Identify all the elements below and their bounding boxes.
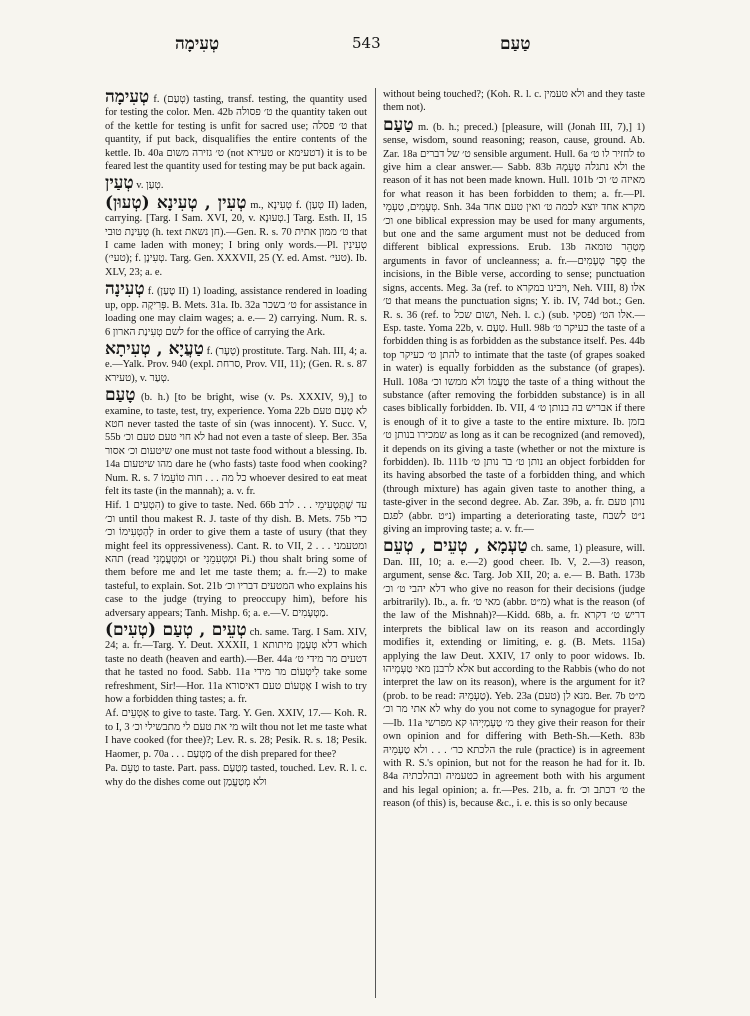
dictionary-entry bbox=[105, 194, 367, 279]
entry-headword: טָעַם bbox=[105, 385, 136, 406]
dictionary-entry bbox=[105, 621, 367, 706]
entry-text: Af. אַטְעֵים to give to taste. Targ. Y. Gen. XXIV, 17.— Koh. R. to I, 3 מי את טעם לי מתבשילי וכ׳ wilt thou not let me taste what I have cooked (for thee)?; Lev. R. s. 28; Pesik. R. s. 18; Pesik. Haomer, p. 70a . . . מַטְעַם of the dish prepared for thee? bbox=[105, 708, 367, 760]
running-head-right: טַעַם bbox=[500, 34, 531, 54]
dictionary-entry bbox=[383, 116, 645, 537]
entry-text: f. (טְעָר) prostitute. Targ. Nah. III, 4; a. e.—Yalk. Prov. 940 (expl. סרחת, Prov. VII, 11); (Gen. R. s. 87 טעירא), v. טְעַר. bbox=[105, 345, 367, 384]
dictionary-entry bbox=[105, 88, 367, 173]
right-column bbox=[383, 88, 645, 1000]
entry-text: (b. h.) [to be bright, wise (v. Ps. XXXIV, 9),] to examine, to taste, test, try, experience. Yoma 22b לא טָעַם טעם חטא never tasted the taste of sin (was innocent). Y. Succ. V, 55b לא חוי טעם טעם וכ׳ had not even a taste of sleep. Ber. 35a שיטעום וכ׳ אסור one must not taste food without a blessing. Ib. 14a מהו שיטעום dare he (who fasts) taste food when cooking? Num. R. s. 7 כל מה . . . חוה טוֹעֵמוֹ whoever desired to eat meat felt its taste (in the mannah); a. v. fr. bbox=[105, 392, 367, 497]
dictionary-entry bbox=[105, 340, 367, 385]
entry-text: f. (טְעַם) tasting, transf. testing, the quantity used for testing the color. Men. 42b ט׳ פסולה the quantity taken out of the kettle for testing is unfit for sacred use; ט׳ פסלה that quantity, if put back, disqualifies the entire contents of the kettle. Ib. 40a ט׳ גזירה משום (not טעירא or דטעימא) it is to be feared lest the quantity used for testing may be put back again. bbox=[105, 94, 367, 173]
dictionary-entry bbox=[105, 762, 367, 789]
entry-text: without being touched?; (Koh. R. l. c. ולא טעמין and they taste them not). bbox=[383, 89, 645, 114]
dictionary-entry bbox=[105, 499, 367, 620]
entry-text: v. טְעַן. bbox=[136, 180, 164, 192]
entry-headword: טְעִימָה bbox=[105, 88, 150, 107]
entry-headword: (טְעוּן) טְעִין , טְעִינָא bbox=[105, 192, 247, 213]
entry-headword: טְעִינָה bbox=[105, 279, 145, 300]
column-divider bbox=[375, 88, 376, 998]
entry-text: Pa. טַעֵם to taste. Part. pass. מְטַעַם tasted, touched. Lev. R. l. c. why do the dishes come out ולא מְטַעֲמַן bbox=[105, 763, 367, 788]
dictionary-entry bbox=[105, 174, 367, 192]
entry-headword: טַעֲיָא , טְעִיתָא bbox=[105, 338, 204, 359]
dictionary-entry bbox=[105, 280, 367, 339]
entry-text: m. (b. h.; preced.) [pleasure, will (Jonah III, 7),] 1) sense, wisdom, sound reasoning; reason, cause, ground. Ab. Zar. 18a ט׳ של דברים sensible argument. Hull. 6a לחזיר לו ט׳ to give him a clear answer.— Sabb. 83b ולא נתגלה טַעְמָהּ the reason of it has not been made known. Hull. 101b מאיזה ט׳ וכ׳ for what reason it has been forbidden to them; a. fr.—Pl. טְעָמִים, טַעְמֵי. Snh. 34a מקרא אחד יוצא לכמה ט׳ ואין טעם אחד וכ׳ one biblical expression may be used for many arguments, but one and the same argument must not be deduced from different biblical expressions. Erub. 13b מְטַהֵר טומאה arguments in favor of uncleanness; a. fr.—סֵפֶר טְעָמִים the incisions, in the Bible verse, according to sense; punctuation signs, accents. Meg. 3a (ref. to ויבינו במקרא, Neh. VIII, 8) אלו ט׳ that means the punctuation signs; Y. ib. IV, 74d bot.; Gen. R. s. 36 (ref. to ושום שכל, Neh. l. c.) (sub. פסקי) אלו הט׳.—Esp. taste. Yoma 22b, v. טָעַם. Hull. 98b כעיקר ט׳ the taste of a forbidden thing is as forbidden as the substance itself. Pes. 44b top להתן ט׳ כעיקר to intimate that the taste (of grapes soaked in water) is equally forbidden as the substance (of grapes). Hull. 108a טַעֲמוֹ ולא ממשו וכ׳ the taste of a thing without the substance (after removing the forbidden substance) is in all cases biblically forbidden. Ib. VII, 4 אבריש בה בנותן ט׳ if there is enough of it to give a taste to the entire mixture. Ib. בזמן שמכירו בנותן ט׳ as long as it can be recognized (and removed), it depends on its giving a taste (whether or not the mixture is forbidden). Ib. 111b נותן ט׳ בר נותן ט׳ an object forbidden for its having absorbed the taste of a forbidden thing, and which (through mixture) has again given taste to another thing, a taste-giver in the second degree. Ab. Zar. 39b, a. fr. נותן טעם לפגם (abbr. נ״ט) imparting a deteriorating taste, נ״ט לשבח giving an improving taste; a. v. fr.— bbox=[383, 121, 645, 535]
page-number: 543 bbox=[352, 34, 381, 52]
entry-text: f. (טָעַן II) 1) loading, assistance rendered in loading up, opp. פְּרִיקָה. B. Mets. 31a. Ib. 32a ט׳ בשכר for assistance in loading one may claim wages; a. e.— 2) carrying. Num. R. s. 6 לשם טְעִינַת הארון for the office of carrying the Ark. bbox=[105, 286, 367, 338]
running-head-left: טְעִימָה bbox=[175, 34, 220, 54]
entry-text: Hif. הִטְעִים 1) to give to taste. Ned. 66b עד שֶׁתַּטְעִימֵי . . . לרב וכ׳ until thou makest R. J. taste of thy dish. B. Mets. 75b כדי לְהַטְעִימוֹ וכ׳ in order to give them a taste of usury (that they might feel its oppressiveness). Cant. R. to VII, 2 ומטעמני . . . תהא (read וּמַטְעֲמָנִי or וּמַטְעִמֵנִי Pi.) thou shalt bring some of them before me and let me taste them; a. fr.—2) to make tasteful, to explain. Sot. 21b המטעים דבריו וכ׳ who explains his case to the judge (trying to preoccupy him), before his adversary appears; Tanh. Mishp. 6; a. e.—V. מַטְעָמִים. bbox=[105, 500, 367, 619]
entry-headword: (טְעִים) טְעֵים , טְעַם bbox=[105, 620, 247, 641]
entry-text: m., טְעִינָא f. (טְעַן II) laden, carrying. [Targ. I Sam. XVI, 20, v. טְעוּנָא.] Targ. Esth. II, 15 טְעִינַת טוּבי (h. text חן נשאת).—Gen. R. s. 70 ט׳ ממון אתית that I came laden with money; I bring only words.—Pl. טְעִינִין (טעי׳); f. טְעִינָן. Targ. Gen. XXXVII, 25 (Y. ed. Amst. טעי׳). Ib. XLV, 23; a. e. bbox=[105, 199, 367, 278]
entry-headword: טְעַין bbox=[105, 173, 134, 194]
left-column bbox=[105, 88, 367, 1000]
dictionary-entry bbox=[383, 88, 645, 115]
dictionary-entry bbox=[105, 707, 367, 761]
entry-text: ch. same, 1) pleasure, will. Dan. III, 10; a. e.—2) good cheer. Ib. V, 2.—3) reason, argument, sense &c. Targ. Job XII, 20; a. e.— B. Bath. 173b דלא יהבי ט׳ וכ׳ who give no reason for their decisions (judge arbitrarily). Ib., a. fr. מאי ט׳ (abbr. מ״ט) what is the reason (of the law of the Mishnah)?—Kidd. 68b, a. fr. דריש ט׳ דקרא interprets the biblical law on its reason and accordingly modifies it, extending or limiting, e. g. (B. Mets. 115a) applying the law Deut. XXIV, 17 only to poor widows. Ib. אלא לרבנן מאי טַעְמָיהוּ but according to the Rabbis (who do not interpret the law on its reason), where is the argument for it? (prob. to be read: טַעְמֵיהּ). Yeb. 23a (טעם) מנא לן. Ber. 7b מ״ט לא אתי מר וכ׳ why do you not come to synagogue for prayer?—Ib. 11a מ׳ טַעְמַיְיהוּ קא מפרשי they give their reason for their own opinion and for differing with Beth-Sh.—Keth. 83b הלכתא כר׳ . . . ולא טַעְמֵיהּ the rule (practice) is in agreement with R. S.'s opinion, but not for the reason he had for it. Ib. 84a כטעמיה ובהלכתיה in agreement both with his argument and his legal opinion; a. fr.—Pes. 21b, a. fr. ט׳ דכתב וכ׳ the reason (of this) is, because &c., i. e. this is so only because bbox=[383, 543, 645, 810]
dictionary-entry bbox=[105, 386, 367, 498]
entry-text: ch. same. Targ. I Sam. XIV, 24; a. fr.—Targ. Y. Deut. XXXII, 1 דלא טְעָמַן מיתותא which taste no death (heaven and earth).—Ber. 44a דטעים מר מידי ט׳ that he tasted no food. Sabb. 11a לִיטְעוֹם מר מידי take some refreshment, Sir!—Hor. 11a אֶטְעוֹם טעם דאיסורא I wish to try how a forbidden thing tastes; a. fr. bbox=[105, 627, 367, 706]
dictionary-entry bbox=[383, 537, 645, 810]
entry-headword: טַעְמָא , טְעֵים , טְעֵם bbox=[383, 536, 528, 557]
entry-headword: טַעַם bbox=[383, 114, 414, 135]
